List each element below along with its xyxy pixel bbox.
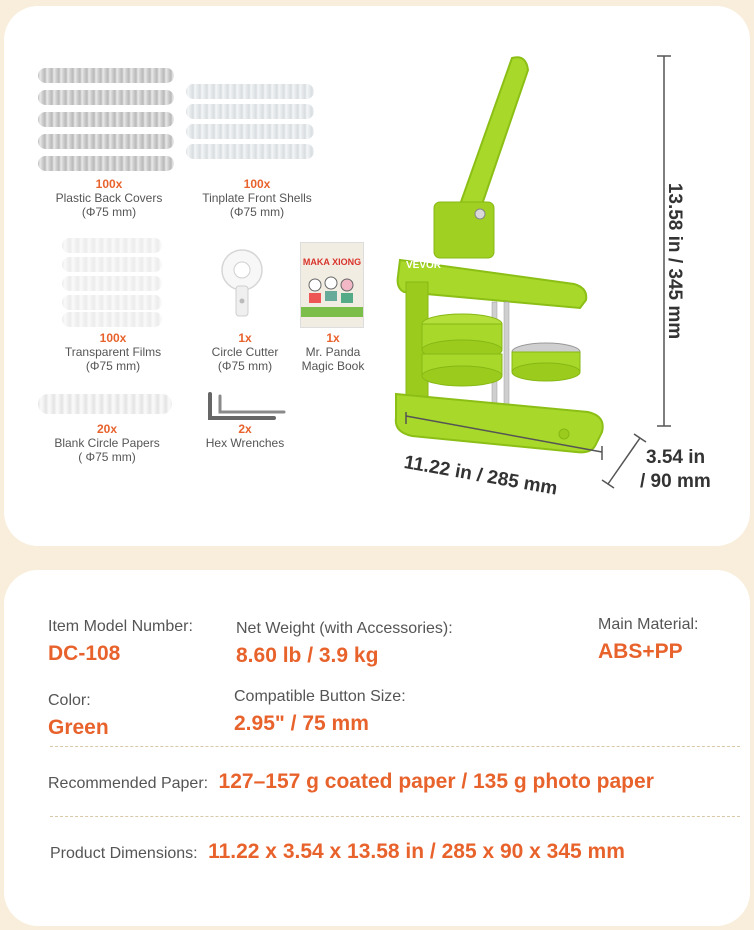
- accessory-name: Mr. Panda: [305, 345, 361, 359]
- spec-main-material: [598, 616, 698, 664]
- blank-circle-papers-image: [38, 394, 174, 416]
- accessory-size: (Φ75 mm): [229, 205, 285, 219]
- spec-model-number: [48, 618, 193, 666]
- accessory-size: (Φ75 mm): [217, 359, 273, 373]
- spec-label: Item Model Number:: [48, 618, 193, 635]
- accessory-qty: 100x: [95, 177, 123, 191]
- circle-cutter-image: [212, 246, 272, 326]
- brand-logo: VEVOR: [406, 260, 442, 271]
- accessory-qty: 2x: [238, 422, 252, 436]
- width-dimension-label: 11.22 in / 285 mm: [402, 452, 559, 500]
- spec-label: Main Material:: [598, 616, 699, 633]
- accessory-size: ( Φ75 mm): [78, 450, 136, 464]
- accessory-name: Circle Cutter: [211, 345, 279, 359]
- hex-wrenches-image: [204, 390, 290, 426]
- spec-label: Compatible Button Size:: [234, 688, 406, 705]
- accessory-tinplate-front-shells: [182, 177, 332, 219]
- accessory-name: Transparent Films: [64, 345, 162, 359]
- spec-value: 8.60 lb / 3.9 kg: [236, 644, 379, 667]
- tinplate-front-shells-image: [186, 84, 320, 176]
- accessory-name: Tinplate Front Shells: [202, 191, 312, 205]
- depth-dimension-line1: 3.54 in: [646, 447, 706, 468]
- spec-value: DC-108: [48, 642, 121, 665]
- accessory-qty: 100x: [99, 331, 127, 345]
- spec-divider: [50, 746, 740, 747]
- accessory-plastic-back-covers: [34, 177, 184, 219]
- height-dimension-label: 13.58 in / 345 mm: [664, 182, 685, 340]
- spec-color: [48, 692, 109, 740]
- transparent-films-image: [62, 238, 166, 328]
- book-illustration: [301, 267, 363, 317]
- spec-value: ABS+PP: [598, 640, 683, 663]
- spec-label: Product Dimensions:: [50, 845, 198, 862]
- accessory-size: (Φ75 mm): [81, 205, 137, 219]
- spec-button-size: [234, 688, 406, 736]
- spec-value: 11.22 x 3.54 x 13.58 in / 285 x 90 x 345 mm: [208, 840, 625, 863]
- book-title: MAKA XIONG: [302, 257, 362, 267]
- accessory-blank-circle-papers: [32, 422, 182, 464]
- accessory-transparent-films: [38, 331, 188, 373]
- accessory-size: (Φ75 mm): [85, 359, 141, 373]
- spec-value: 2.95" / 75 mm: [234, 712, 369, 735]
- spec-value: Green: [48, 716, 109, 739]
- spec-label: Color:: [48, 692, 91, 709]
- accessories-card: [4, 6, 750, 546]
- spec-label: Net Weight (with Accessories):: [236, 620, 453, 637]
- specifications-card: [4, 570, 750, 926]
- spec-label: Recommended Paper:: [48, 775, 209, 792]
- spec-divider: [50, 816, 740, 817]
- accessory-qty: 1x: [326, 331, 340, 345]
- accessory-qty: 100x: [243, 177, 271, 191]
- spec-value: 127–157 g coated paper / 135 g photo paper: [218, 770, 654, 793]
- accessory-qty: 20x: [96, 422, 118, 436]
- accessory-magic-book: [258, 331, 408, 373]
- accessory-hex-wrenches: [170, 422, 320, 450]
- depth-dimension-label: [640, 446, 711, 494]
- accessory-qty: 1x: [238, 331, 252, 345]
- accessory-name: Hex Wrenches: [205, 436, 285, 450]
- spec-recommended-paper: [48, 770, 654, 794]
- accessory-name: Blank Circle Papers: [54, 436, 160, 450]
- accessory-name: Plastic Back Covers: [55, 191, 163, 205]
- accessory-size: Magic Book: [301, 359, 365, 373]
- plastic-back-covers-image: [38, 68, 178, 178]
- spec-net-weight: [236, 620, 453, 668]
- spec-product-dimensions: [50, 840, 625, 864]
- button-maker-machine-image: [392, 52, 622, 462]
- magic-book-image: [300, 242, 364, 328]
- depth-dimension-line2: / 90 mm: [640, 471, 711, 492]
